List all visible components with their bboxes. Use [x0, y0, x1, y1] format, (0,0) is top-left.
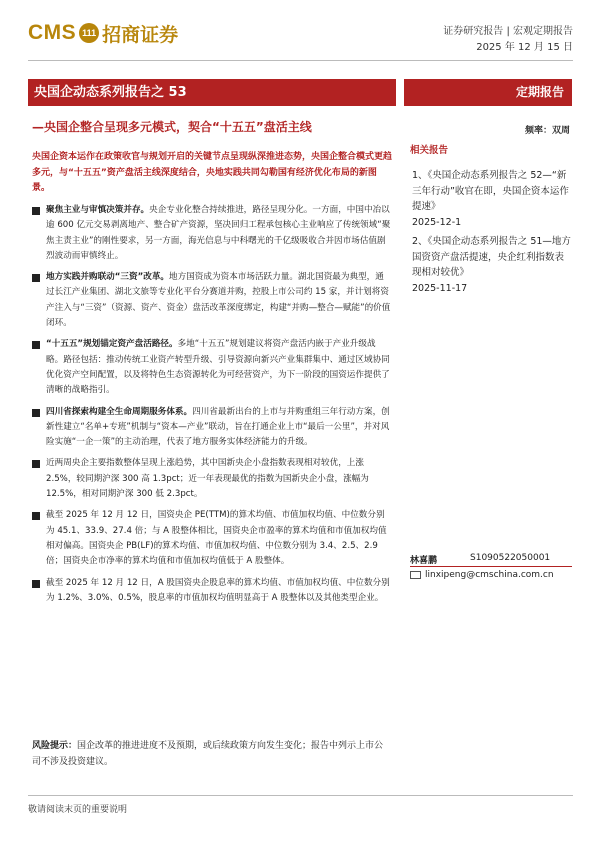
report-date: 2025 年 12 月 15 日 [476, 42, 573, 53]
bullet-square-icon [32, 580, 40, 588]
bullet-item [32, 456, 392, 502]
mail-icon [410, 571, 421, 579]
logo-chinese-text: 招商证券 [102, 23, 179, 46]
logo-seal-icon: 111 [79, 23, 99, 43]
analyst-email[interactable]: linxipeng@cmschina.com.cn [425, 570, 554, 580]
related-reports-heading: 相关报告 [410, 145, 449, 156]
analyst-name: 林喜鹏 [410, 556, 438, 566]
report-subtitle: —央国企整合呈现多元模式，契合“十五五”盘活主线 [32, 120, 312, 134]
footer-divider [28, 795, 573, 796]
report-type-label: 定期报告 [404, 79, 572, 106]
bullet-item [32, 508, 392, 569]
bullet-square-icon [32, 274, 40, 282]
related-report-1[interactable] [412, 168, 572, 230]
bullet-heading: 聚焦主业与审慎决策并存。 [46, 205, 150, 215]
logo-cms-text: CMS [28, 21, 77, 44]
bullet-heading: 四川省探索构建全生命周期服务体系。 [46, 406, 193, 417]
related-report-title[interactable]: 1、《央国企动态系列报告之 52—“新三年行动”收官在即，央国企资本运作提速》 [412, 170, 569, 212]
report-kind: 证券研究报告 | 宏观定期报告 [443, 26, 573, 37]
analyst-license-id: S1090522050001 [470, 553, 551, 563]
analyst-email-row[interactable] [410, 570, 554, 580]
report-frequency: 频率：双周 [524, 126, 570, 136]
bullet-body: 近两周央企主要指数整体呈现上涨趋势，其中国新央企小盘指数表现相对较优，上涨 2.5%，较同期沪深 300 高 1.3pct；近一年表现最优的指数为国新央企小盘，涨幅为 12.5%，相对同期沪深 300 低 2.3pct。 [46, 458, 369, 500]
risk-warning [32, 738, 392, 770]
header-divider [28, 60, 573, 61]
bullet-body: 四川省最新出台的上市与并购重组三年行动方案，创新性建立“名单+专班”机制与“资本—产业”联动，旨在打通企业上市“最后一公里”，并对风险实施“一企一策”的主动治理，代表了地方服务实体经济能力的升级。 [46, 406, 390, 448]
bullet-square-icon [32, 512, 40, 520]
bullet-item [32, 337, 392, 398]
related-report-date: 2025-12-1 [412, 216, 462, 228]
bullet-square-icon [32, 207, 40, 215]
bullet-item [32, 270, 392, 331]
bullet-heading: “十五五”规划锚定资产盘活路径。 [46, 339, 178, 350]
bullet-body: 截至 2025 年 12 月 12 日，A 股国资央企股息率的算术均值、市值加权均值、中位数分别为 1.2%、3.0%、0.5%，股息率的市值加权均值明显高于 A 股整体以及其他类型企业。 [46, 577, 390, 603]
bullet-body: 多地“十五五”规划建议将资产盘活内嵌于产业升级战略。路径包括：推动传统工业资产转型升级、引导资源向新兴产业集群集中、通过区域协同优化资产空间配置，以及将特色生态资源转化为可经营资产，为下一阶段的国资运作提供了清晰的战略指引。 [46, 339, 390, 396]
bullet-square-icon [32, 341, 40, 349]
bullet-body: 地方国资成为资本市场活跃力量。湖北国资最为典型，通过长江产业集团、湖北文旅等专业化平台分赛道并购，控股上市公司约 15 家，并计划将资产注入与“三资”（资源、资产、资金）盘活改革深度绑定，构建“并购—整合—赋能”的价值闭环。 [46, 272, 391, 329]
bullet-list [32, 203, 392, 612]
related-report-title[interactable]: 2、《央国企动态系列报告之 51—地方国资资产盘活提速，央企红利指数表现相对较优》 [412, 236, 571, 278]
footer-note: 敬请阅读末页的重要说明 [28, 805, 128, 815]
header-meta [443, 24, 573, 56]
bullet-square-icon [32, 409, 40, 417]
bullet-heading: 地方实践并购联动“三资”改革。 [46, 272, 170, 283]
summary-paragraph: 央国企资本运作在政策收官与规划开启的关键节点呈现纵深推进态势，央国企整合模式更趋多元，与“十五五”资产盘活主线深度结合，央地实践共同勾勒国有经济优化布局的新图景。 [32, 152, 393, 193]
bullet-body: 央企专业化整合持续推进，路径呈现分化。一方面，中国中冶以逾 600 亿元交易剥离地产、整合矿产资源，坚决回归工程承包核心主业响应了传统领域“聚焦主责主业”的刚性要求，另一方面，海光信息与中科曙光的千亿级吸收合并因市场估值剧烈波动而审慎终止。 [46, 205, 391, 261]
bullet-body: 截至 2025 年 12 月 12 日，国资央企 PE(TTM)的算术均值、市值加权均值、中位数分别为 45.1、33.9、27.4 倍；与 A 股整体相比，国资央企市盈率的算术均值和市值加权均值相对偏高。国资央企 PB(LF)的算术均值、市值加权均值、中位数分别为 3.4、2.5、2.9 倍；国资央企市净率的算术均值和市值加权均值低于 A 股整体。 [46, 510, 387, 567]
bullet-item [32, 576, 392, 607]
related-report-2[interactable] [412, 234, 572, 296]
risk-text: 国企改革的推进进度不及预期，或后续政策方向发生变化；报告中列示上市公司不涉及投资建议。 [32, 741, 384, 767]
risk-label: 风险提示： [32, 741, 78, 751]
analyst-divider [410, 566, 572, 567]
bullet-item [32, 405, 392, 451]
bullet-item [32, 203, 392, 264]
related-report-date: 2025-11-17 [412, 282, 468, 294]
report-title: 央国企动态系列报告之 53 [28, 79, 396, 106]
bullet-square-icon [32, 460, 40, 468]
company-logo [28, 18, 178, 48]
